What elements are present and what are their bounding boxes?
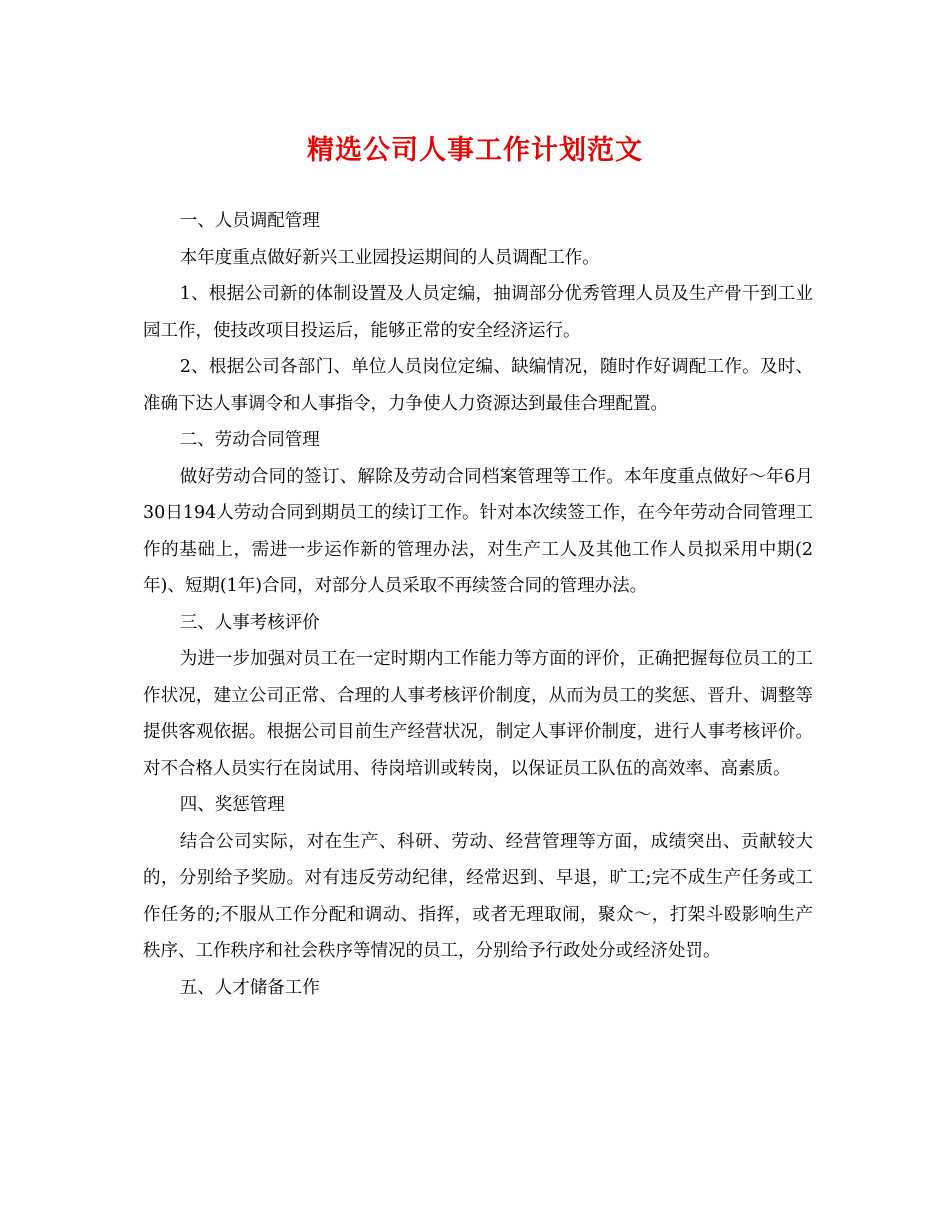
paragraph: 做好劳动合同的签订、解除及劳动合同档案管理等工作。本年度重点做好～年6月30日194人劳动合同到期员工的续订工作。针对本次续签工作，在今年劳动合同管理工作的基础上，需进一步运作新的管理办法，对生产工人及其他工作人员拟采用中期(2年)、短期(1年)合同，对部分人员采取不再续签合同的管理办法。 xyxy=(143,466,813,596)
section-heading-talent-reserve: 五、人才储备工作 xyxy=(179,977,320,998)
document-title: 精选公司人事工作计划范文 xyxy=(307,135,643,166)
paragraph: 结合公司实际，对在生产、科研、劳动、经营管理等方面，成绩突出、贡献较大的，分别给予奖励。对有违反劳动纪律，经常迟到、早退，旷工;完不成生产任务或工作任务的;不服从工作分配和调动、指挥，或者无理取闹，聚众～，打架斗殴影响生产秩序、工作秩序和社会秩序等情况的员工，分别给予行政处分或经济处罚。 xyxy=(143,831,813,961)
section-heading-staff-allocation: 一、人员调配管理 xyxy=(179,211,320,231)
section-heading-rewards-penalties: 四、奖惩管理 xyxy=(179,795,285,815)
paragraph: 本年度重点做好新兴工业园投运期间的人员调配工作。 xyxy=(179,247,600,268)
document-body xyxy=(143,203,813,1006)
paragraph: 2、根据公司各部门、单位人员岗位定编、缺编情况，随时作好调配工作。及时、准确下达人事调令和人事指令，力争使人力资源达到最佳合理配置。 xyxy=(143,357,813,414)
section-heading-labor-contract: 二、劳动合同管理 xyxy=(179,430,320,450)
paragraph: 1、根据公司新的体制设置及人员定编，抽调部分优秀管理人员及生产骨干到工业园工作，使技改项目投运后，能够正常的安全经济运行。 xyxy=(143,284,813,341)
section-heading-personnel-evaluation: 三、人事考核评价 xyxy=(179,612,320,633)
paragraph: 为进一步加强对员工在一定时期内工作能力等方面的评价，正确把握每位员工的工作状况，建立公司正常、合理的人事考核评价制度，从而为员工的奖惩、晋升、调整等提供客观依据。根据公司目前生产经营状况，制定人事评价制度，进行人事考核评价。对不合格人员实行在岗试用、待岗培训或转岗，以保证员工队伍的高效率、高素质。 xyxy=(143,649,813,779)
